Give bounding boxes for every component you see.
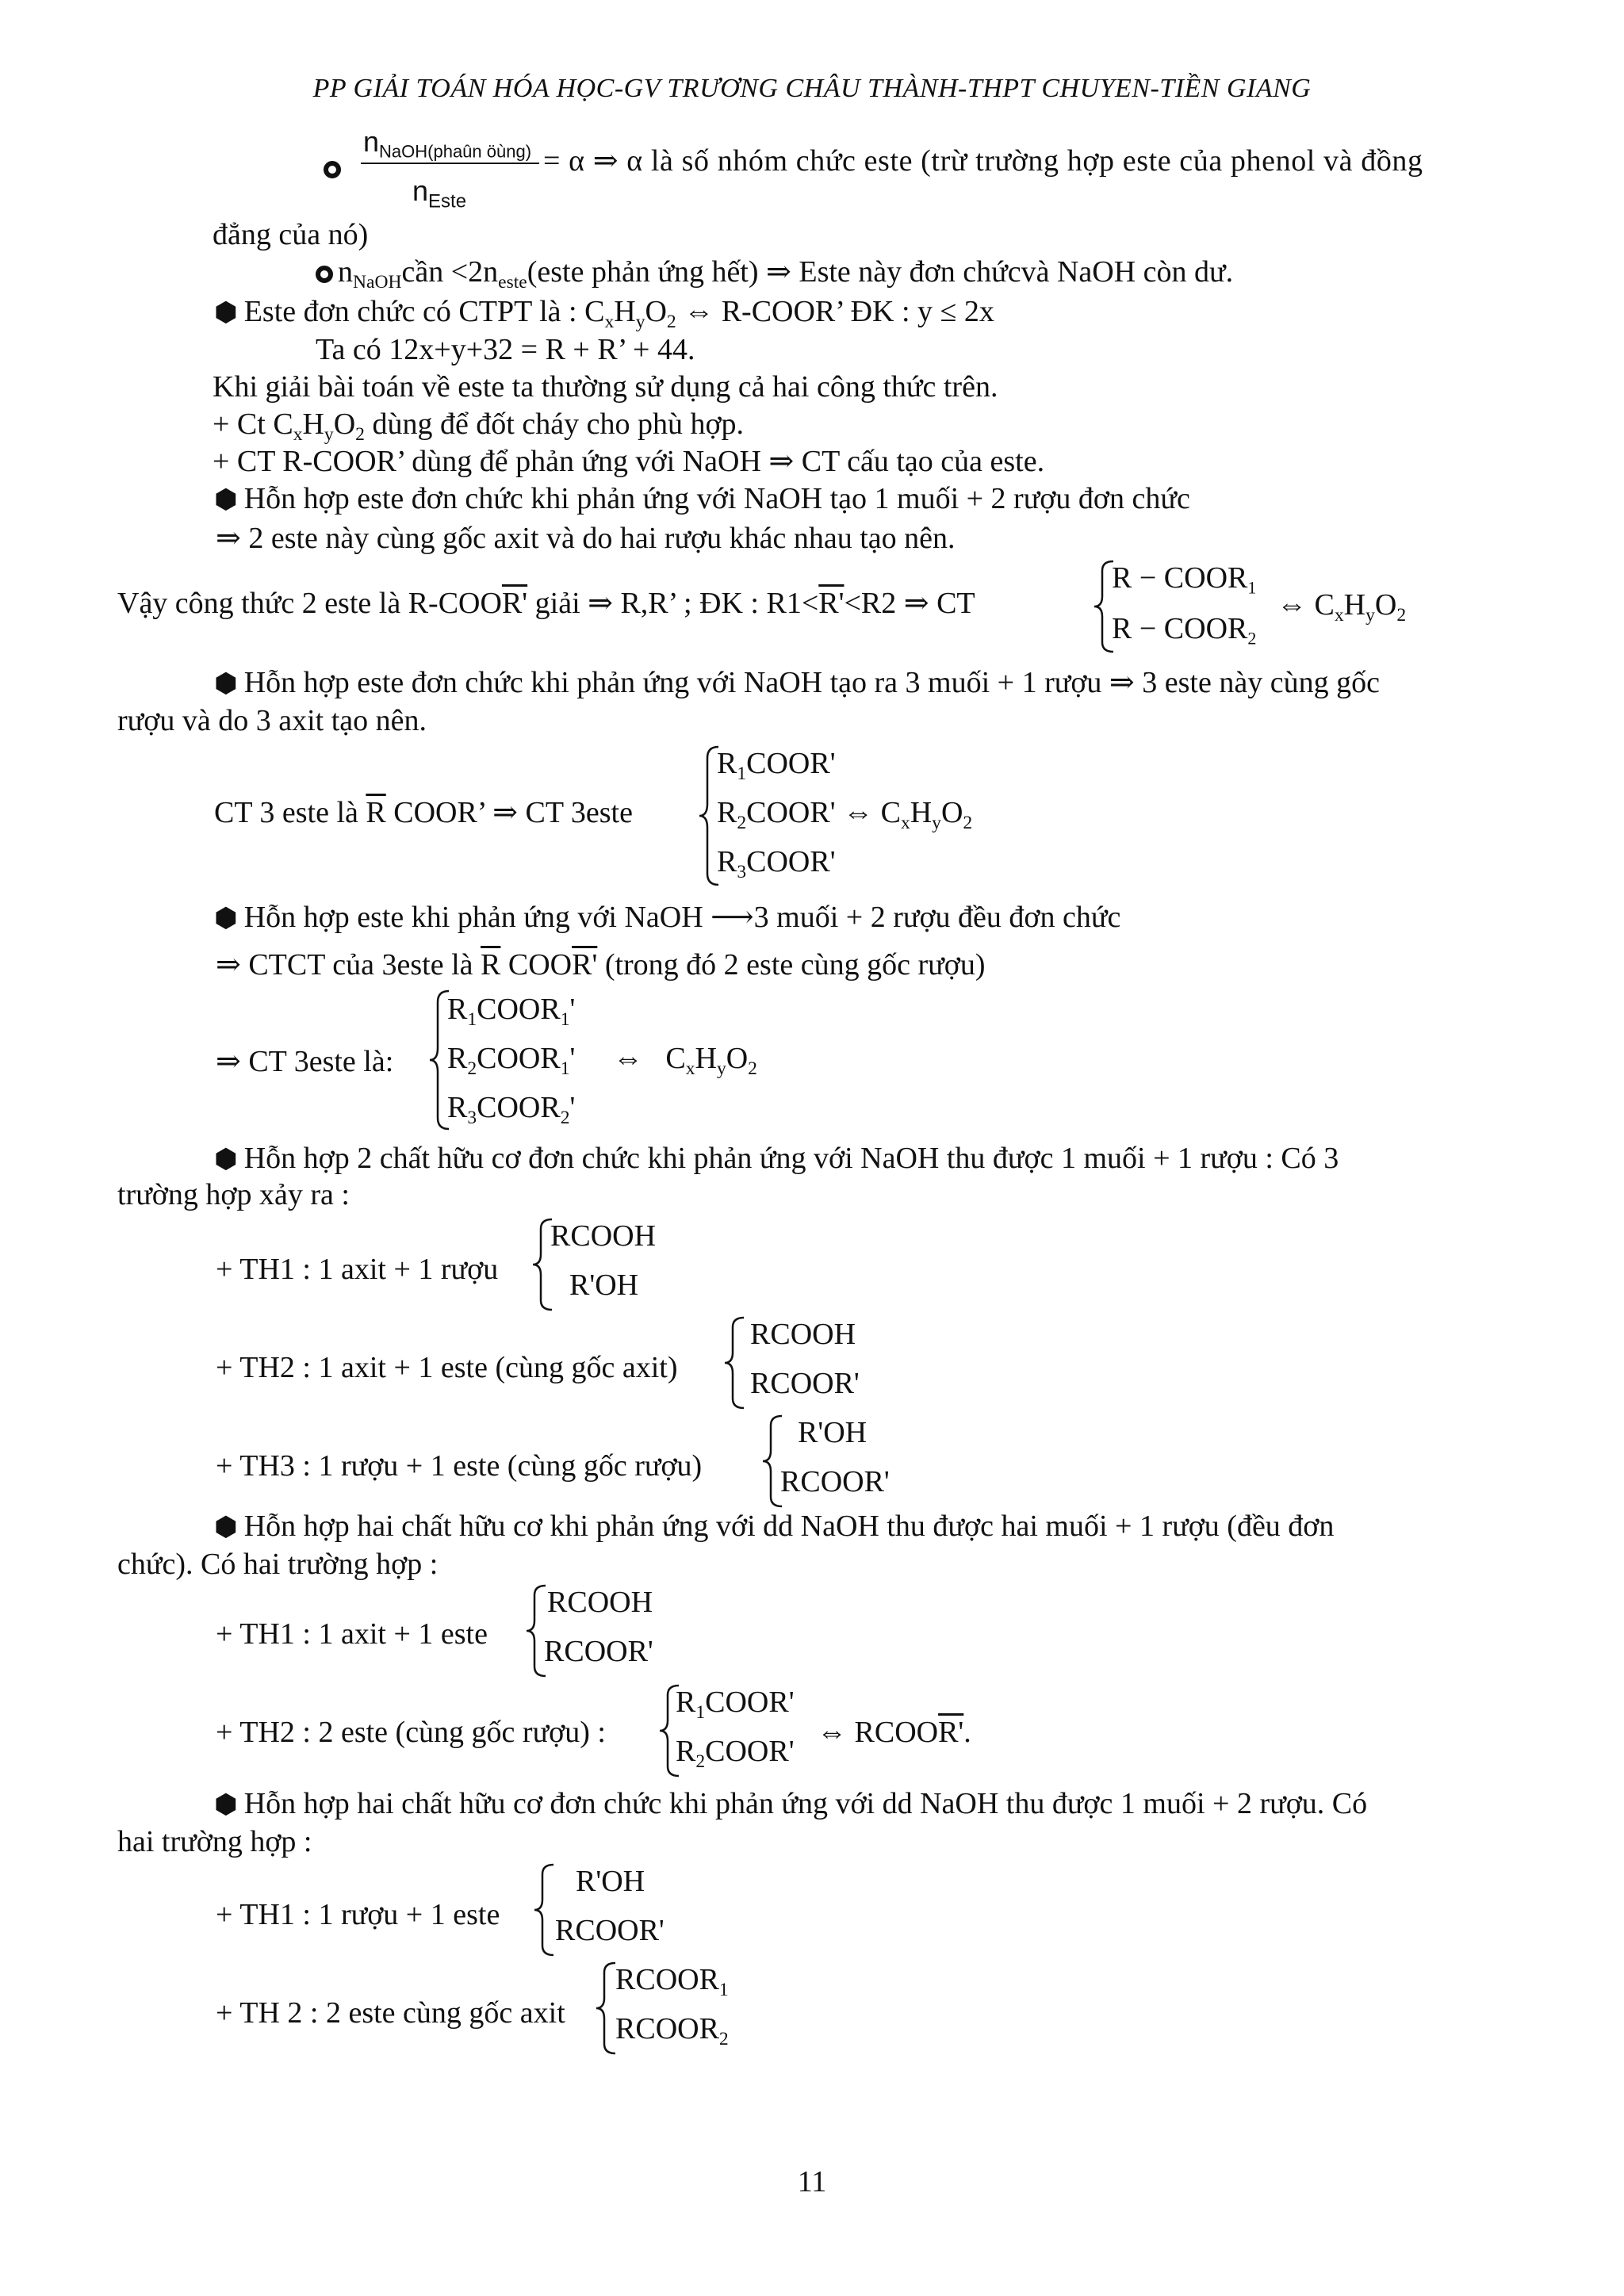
hexagon-bullet-icon: ⬢ (214, 669, 238, 698)
hop6-th1: + TH1 : 1 rượu + 1 este (216, 1898, 500, 1931)
hop5-th1-row2: RCOOR' (544, 1635, 653, 1668)
naoh-line: $n_{NaOH}cần$ $<2n_{este}(este$ phản ứng hết) ⇒ Este này đơn chứcvà NaOH còn dư. (316, 255, 1233, 290)
hop4-line2: trường hợp xảy ra : (117, 1178, 350, 1211)
hop3-sys-row2: $R_2COOR_1'$ ⇔ $C_xH_yO_2$ (447, 1042, 757, 1080)
hop5-th2-row1: $R_1COOR'$ (676, 1686, 795, 1724)
hop5-th2-row2: $R_2COOR'$ (676, 1735, 795, 1773)
hop2-ct: CT 3 este là $\overline{R}$ COOR’ ⇒ CT 3este (214, 796, 633, 829)
este-don-chuc-line: ⬢ Este đơn chức có CTPT là : $C_xH_yO_2$ ⇔ R-COOR’ ĐK : y ≤ 2x (214, 295, 994, 333)
hexagon-bullet-icon: ⬢ (214, 1790, 238, 1820)
hop4-th1-row2: R'OH (569, 1269, 639, 1302)
hop1-line2: ⇒ 2 este này cùng gốc axit và do hai rượu khác nhau tạo nên. (216, 522, 956, 555)
hop4-th3-row1: R'OH (798, 1416, 868, 1449)
hop6-line2: hai trường hợp : (117, 1825, 312, 1858)
hop3-sys-row3: $R_3COOR_2'$ (447, 1091, 576, 1129)
hop3-line1: ⬢ Hỗn hợp este khi phản ứng với NaOH ⟶3 muối + 2 rượu đều đơn chức (214, 901, 1121, 934)
hop2-sys-row1: $R_1COOR'$ (717, 747, 836, 785)
hop4-th2: + TH2 : 1 axit + 1 este (cùng gốc axit) (216, 1351, 678, 1384)
hop4-th3-row2: RCOOR' (780, 1465, 890, 1498)
hop4-th2-row2: RCOOR' (750, 1367, 860, 1400)
ct-rcoor-line: + CT R-COOR’ dùng để phản ứng với NaOH ⇒ CT cấu tạo của este. (213, 445, 1045, 478)
hop5-th2-result: ⇔ RCOOR'. (817, 1716, 971, 1749)
hop4-th1: + TH1 : 1 axit + 1 rượu (216, 1253, 499, 1286)
hop3-sys-row1: $R_1COOR_1'$ (447, 993, 576, 1031)
ta-co-line: Ta có 12x+y+32 = R + R’ + 44. (316, 333, 695, 366)
hop4-th2-row1: RCOOH (750, 1318, 856, 1351)
hop1-sys-result: ⇔ $C_xH_yO_2$ (1277, 588, 1407, 626)
hop5-th1-row1: RCOOH (547, 1586, 653, 1619)
brace-icon (723, 1316, 747, 1410)
formula-numerator: $n_{NaOH(phaûn öùng)}$ (363, 125, 532, 162)
hop4-th1-row1: RCOOH (550, 1219, 657, 1253)
hop3-line2: ⇒ CTCT của 3este là $\overline{R}$ COOR' (trong đó 2 este cùng gốc rượu) (216, 948, 986, 982)
hexagon-bullet-icon: ⬢ (214, 1513, 238, 1542)
khi-giai-line: Khi giải bài toán về este ta thường sử dụng cả hai công thức trên. (213, 370, 998, 404)
hop1-line1: ⬢ Hỗn hợp este đơn chức khi phản ứng với NaOH tạo 1 muối + 2 rượu đơn chức (214, 482, 1190, 515)
brace-icon (533, 1863, 557, 1957)
page-header: PP GIẢI TOÁN HÓA HỌC-GV TRƯƠNG CHÂU THÀNH-THPT CHUYEN-TIỀN GIANG (312, 74, 1312, 103)
hop6-th2-row2: $RCOOR_2$ (615, 2012, 729, 2050)
hop2-sys-row3: $R_3COOR'$ (717, 845, 836, 883)
hop6-th1-row2: RCOOR' (555, 1914, 665, 1947)
hop5-th2: + TH2 : 2 este (cùng gốc rượu) : (216, 1716, 606, 1749)
hop5-line2: chức). Có hai trường hợp : (117, 1548, 439, 1581)
fraction-bar (361, 163, 539, 164)
hop4-th3: + TH3 : 1 rượu + 1 este (cùng gốc rượu) (216, 1449, 703, 1483)
hop5-line1: ⬢ Hỗn hợp hai chất hữu cơ khi phản ứng với dd NaOH thu được hai muối + 1 rượu (đều đơn (214, 1510, 1335, 1543)
hop2-line1: ⬢ Hỗn hợp este đơn chức khi phản ứng với NaOH tạo ra 3 muối + 1 rượu ⇒ 3 este này cùng gốc (214, 666, 1380, 699)
hop1-sys-row2: $R - COOR_2$ (1112, 612, 1257, 649)
hop4-line1: ⬢ Hỗn hợp 2 chất hữu cơ đơn chức khi phản ứng với NaOH thu được 1 muối + 1 rượu : Có 3 (214, 1142, 1339, 1175)
hop3-ct: ⇒ CT 3este là: (216, 1045, 394, 1078)
ring-bullet-icon (316, 266, 333, 283)
page-number: 11 (797, 2165, 827, 2198)
ct-cxhyo2-line: + Ct $C_xH_yO_2$ dùng để đốt cháy cho phù hợp. (213, 408, 745, 446)
hop2-line2: rượu và do 3 axit tạo nên. (117, 704, 427, 737)
formula-denominator: $n_{Este}$ (412, 174, 467, 212)
hop6-th2: + TH 2 : 2 este cùng gốc axit (216, 1996, 565, 2030)
hop6-th2-row1: $RCOOR_1$ (615, 1963, 729, 2001)
ring-bullet-icon (324, 151, 346, 186)
hop1-sys-row1: $R - COOR_1$ (1112, 561, 1257, 598)
hexagon-bullet-icon: ⬢ (214, 904, 238, 933)
hop6-th1-row1: R'OH (576, 1865, 645, 1898)
hexagon-bullet-icon: ⬢ (214, 1145, 238, 1174)
formula-alpha-text: = α ⇒ α là số nhóm chức este (trừ trường hợp este của phenol và đồng (543, 144, 1423, 178)
hop2-sys-row2: $R_2COOR'$ ⇔ $C_xH_yO_2$ (717, 796, 973, 834)
long-arrow-icon: ⟶ (710, 901, 754, 934)
hop6-line1: ⬢ Hỗn hợp hai chất hữu cơ đơn chức khi phản ứng với dd NaOH thu được 1 muối + 2 rượu. Có (214, 1787, 1368, 1820)
hexagon-bullet-icon: ⬢ (214, 298, 238, 327)
hop1-vay-line: Vậy công thức 2 este là R-COOR' giải ⇒ R,R’ ; ĐK : R1<R'<R2 ⇒ CT (117, 587, 975, 620)
formula-alpha-cont: đẳng của nó) (213, 218, 369, 251)
hexagon-bullet-icon: ⬢ (214, 485, 238, 515)
hop5-th1: + TH1 : 1 axit + 1 este (216, 1617, 488, 1651)
